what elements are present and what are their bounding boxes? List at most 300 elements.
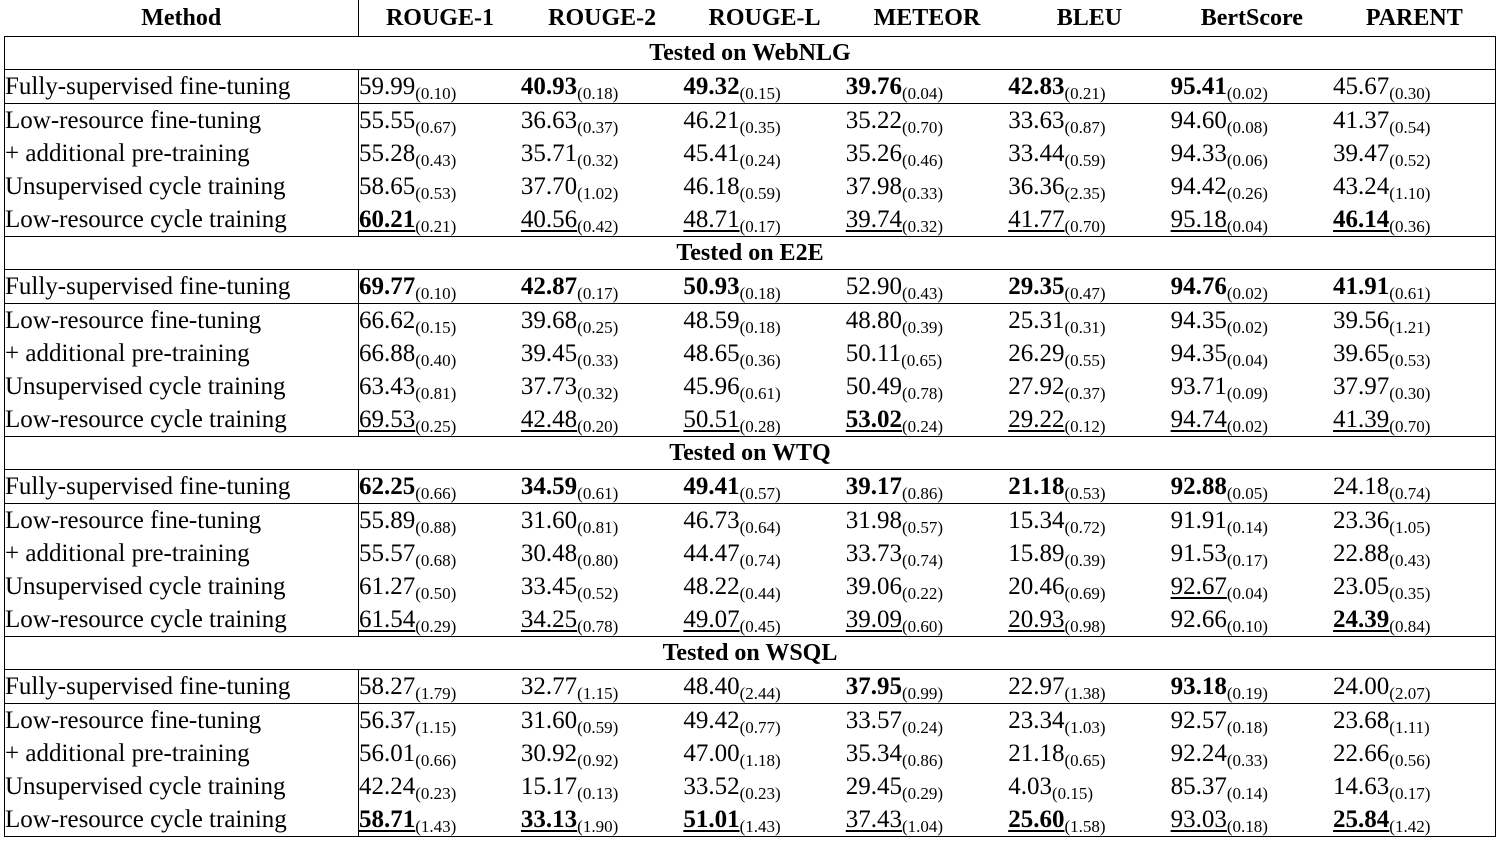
score-stddev: (0.19) [1226, 683, 1268, 703]
score-value: 27.92 [1008, 372, 1065, 400]
score-stddev: (0.61) [739, 383, 781, 403]
score-cell [846, 770, 1008, 803]
score-stddev: (0.24) [739, 150, 781, 170]
score-value: 42.87 [520, 272, 578, 300]
method-cell: Unsupervised cycle training [5, 370, 359, 403]
score-cell [683, 170, 845, 203]
score-value: 61.54 [359, 605, 416, 633]
score-cell [1171, 403, 1333, 437]
score-stddev: (0.14) [1226, 783, 1268, 803]
score-stddev: (0.30) [1389, 383, 1431, 403]
score-cell [846, 104, 1008, 138]
score-value: 40.93 [520, 72, 578, 100]
score-stddev: (0.02) [1226, 416, 1268, 436]
score-cell [1008, 370, 1170, 403]
score-cell [1008, 470, 1170, 504]
score-stddev: (0.43) [415, 150, 457, 170]
score-cell [683, 537, 845, 570]
score-stddev: (1.90) [577, 816, 619, 836]
score-cell [846, 203, 1008, 237]
score-stddev: (1.58) [1064, 816, 1106, 836]
column-header-bleu: BLEU [1056, 4, 1123, 31]
score-value: 33.45 [520, 572, 578, 600]
score-value: 93.03 [1170, 805, 1227, 833]
score-value: 45.41 [683, 139, 740, 167]
method-cell: + additional pre-training [5, 337, 359, 370]
score-cell [521, 470, 683, 504]
score-value: 55.89 [359, 506, 416, 534]
score-cell [1171, 803, 1333, 837]
score-stddev: (0.02) [1226, 283, 1268, 303]
score-cell [359, 570, 521, 603]
score-cell [359, 203, 521, 237]
score-cell [521, 603, 683, 637]
column-header-rouge-1: ROUGE-1 [385, 4, 494, 31]
score-stddev: (0.65) [1064, 750, 1106, 770]
score-value: 49.42 [683, 706, 740, 734]
score-value: 26.29 [1008, 339, 1065, 367]
score-cell [359, 170, 521, 203]
score-value: 15.89 [1008, 539, 1065, 567]
score-cell [359, 670, 521, 704]
score-cell [683, 570, 845, 603]
score-cell [1171, 270, 1333, 304]
score-cell [359, 337, 521, 370]
score-value: 31.98 [845, 506, 903, 534]
table-row [5, 270, 1496, 304]
score-value: 40.56 [520, 205, 578, 233]
score-stddev: (0.80) [577, 550, 619, 570]
method-cell: Low-resource cycle training [5, 603, 359, 637]
score-stddev: (0.22) [902, 583, 944, 603]
score-cell [359, 603, 521, 637]
score-cell [1008, 670, 1170, 704]
score-value: 91.91 [1170, 506, 1227, 534]
score-stddev: (0.21) [415, 216, 457, 236]
score-value: 33.63 [1008, 106, 1065, 134]
score-value: 48.40 [683, 672, 740, 700]
score-cell [1171, 504, 1333, 538]
score-stddev: (1.79) [415, 683, 457, 703]
score-cell [1171, 170, 1333, 203]
score-value: 50.11 [845, 339, 902, 367]
score-stddev: (0.24) [902, 717, 944, 737]
score-cell [1171, 203, 1333, 237]
score-cell [683, 737, 845, 770]
score-value: 94.33 [1170, 139, 1227, 167]
score-stddev: (1.18) [739, 750, 781, 770]
score-stddev: (1.43) [739, 816, 781, 836]
score-value: 23.34 [1008, 706, 1065, 734]
score-stddev: (0.39) [1064, 550, 1106, 570]
score-cell [1333, 603, 1495, 637]
score-stddev: (0.98) [1064, 616, 1106, 636]
score-value: 42.83 [1008, 72, 1065, 100]
score-cell [1333, 304, 1495, 338]
score-value: 55.28 [359, 139, 416, 167]
score-value: 31.60 [520, 506, 578, 534]
score-cell [1333, 670, 1495, 704]
score-value: 20.46 [1008, 572, 1065, 600]
results-table [4, 0, 1496, 837]
score-stddev: (0.17) [1226, 550, 1268, 570]
column-header-meteor: METEOR [873, 4, 981, 31]
score-cell [683, 770, 845, 803]
score-stddev: (2.07) [1389, 683, 1431, 703]
score-value: 53.02 [845, 405, 903, 433]
score-cell [521, 203, 683, 237]
score-value: 32.77 [520, 672, 578, 700]
score-cell [521, 803, 683, 837]
table-row [5, 470, 1496, 504]
score-value: 39.74 [845, 205, 903, 233]
score-cell [521, 537, 683, 570]
score-stddev: (0.57) [902, 517, 944, 537]
score-cell [846, 670, 1008, 704]
score-stddev: (0.87) [1064, 117, 1106, 137]
score-stddev: (0.29) [902, 783, 944, 803]
score-value: 37.98 [845, 172, 903, 200]
score-stddev: (0.81) [577, 517, 619, 537]
score-stddev: (0.68) [415, 550, 457, 570]
score-cell [1008, 504, 1170, 538]
score-stddev: (0.77) [739, 717, 781, 737]
score-value: 37.43 [845, 805, 903, 833]
score-cell [1333, 470, 1495, 504]
score-stddev: (0.69) [1064, 583, 1106, 603]
table-row [5, 337, 1496, 370]
score-value: 95.41 [1170, 72, 1227, 100]
score-stddev: (0.33) [577, 350, 619, 370]
method-cell: Unsupervised cycle training [5, 170, 359, 203]
score-cell [683, 203, 845, 237]
score-cell [1171, 737, 1333, 770]
score-value: 37.97 [1333, 372, 1390, 400]
score-stddev: (0.14) [1226, 517, 1268, 537]
score-value: 92.24 [1170, 739, 1227, 767]
score-value: 42.48 [520, 405, 578, 433]
score-cell [359, 537, 521, 570]
score-cell [1333, 570, 1495, 603]
score-cell [683, 370, 845, 403]
score-stddev: (0.10) [1226, 616, 1268, 636]
score-stddev: (0.21) [1064, 83, 1106, 103]
score-cell [521, 670, 683, 704]
score-stddev: (0.67) [415, 117, 457, 137]
score-cell [683, 504, 845, 538]
score-cell [846, 70, 1008, 104]
score-stddev: (1.15) [415, 717, 457, 737]
score-stddev: (0.55) [1064, 350, 1106, 370]
score-cell [359, 803, 521, 837]
score-cell [846, 170, 1008, 203]
score-cell [359, 704, 521, 738]
score-value: 41.39 [1333, 405, 1390, 433]
score-cell [521, 370, 683, 403]
table-row [5, 403, 1496, 437]
score-value: 46.21 [683, 106, 740, 134]
score-value: 69.53 [359, 405, 416, 433]
score-cell [521, 170, 683, 203]
score-cell [1333, 770, 1495, 803]
score-cell [521, 304, 683, 338]
score-value: 24.00 [1333, 672, 1390, 700]
score-stddev: (0.74) [739, 550, 781, 570]
score-cell [683, 603, 845, 637]
score-cell [1333, 70, 1495, 104]
score-stddev: (0.40) [415, 350, 457, 370]
score-value: 23.36 [1333, 506, 1390, 534]
score-value: 48.80 [845, 306, 903, 334]
score-cell [1008, 70, 1170, 104]
score-value: 51.01 [683, 805, 740, 833]
score-stddev: (0.50) [415, 583, 457, 603]
score-value: 41.37 [1333, 106, 1390, 134]
column-header-rouge-l: ROUGE-L [708, 4, 821, 31]
score-stddev: (1.11) [1389, 717, 1430, 737]
score-value: 46.18 [683, 172, 740, 200]
score-cell [1171, 470, 1333, 504]
table-row [5, 770, 1496, 803]
score-value: 33.44 [1008, 139, 1065, 167]
score-value: 35.34 [845, 739, 903, 767]
score-value: 25.84 [1333, 805, 1390, 833]
score-value: 39.68 [520, 306, 578, 334]
score-value: 30.92 [520, 739, 578, 767]
score-cell [846, 537, 1008, 570]
score-stddev: (0.04) [1226, 216, 1268, 236]
score-cell [846, 270, 1008, 304]
score-stddev: (0.31) [1064, 317, 1106, 337]
score-cell [521, 70, 683, 104]
score-value: 39.56 [1333, 306, 1390, 334]
score-value: 21.18 [1008, 739, 1065, 767]
section-row [5, 437, 1496, 470]
method-cell: Unsupervised cycle training [5, 570, 359, 603]
score-cell [1008, 403, 1170, 437]
score-stddev: (0.52) [1389, 150, 1431, 170]
score-cell [521, 137, 683, 170]
score-stddev: (0.18) [739, 317, 781, 337]
score-value: 34.59 [520, 472, 578, 500]
score-stddev: (1.10) [1389, 183, 1431, 203]
score-cell [683, 704, 845, 738]
score-stddev: (0.43) [902, 283, 944, 303]
score-stddev: (0.46) [902, 150, 944, 170]
score-cell [846, 504, 1008, 538]
score-cell [1333, 170, 1495, 203]
score-cell [1333, 504, 1495, 538]
score-value: 48.71 [683, 205, 740, 233]
score-cell [846, 737, 1008, 770]
score-stddev: (0.33) [1226, 750, 1268, 770]
score-value: 24.18 [1333, 472, 1390, 500]
score-value: 46.14 [1333, 205, 1390, 233]
score-stddev: (0.53) [1064, 483, 1106, 503]
score-stddev: (1.15) [577, 683, 619, 703]
score-value: 23.05 [1333, 572, 1390, 600]
score-cell [359, 137, 521, 170]
section-title: Tested on WSQL [5, 637, 1496, 670]
score-cell [1333, 270, 1495, 304]
score-value: 33.13 [520, 805, 578, 833]
score-value: 49.07 [683, 605, 740, 633]
score-value: 59.99 [359, 72, 416, 100]
score-value: 33.52 [683, 772, 740, 800]
score-stddev: (0.37) [1064, 383, 1106, 403]
score-value: 15.17 [520, 772, 578, 800]
score-cell [1171, 337, 1333, 370]
score-stddev: (0.56) [1389, 750, 1431, 770]
score-stddev: (0.12) [1064, 416, 1106, 436]
score-stddev: (0.18) [1226, 717, 1268, 737]
score-cell [359, 403, 521, 437]
score-stddev: (0.99) [902, 683, 944, 703]
score-stddev: (0.86) [902, 750, 944, 770]
score-cell [1008, 170, 1170, 203]
section-row [5, 237, 1496, 270]
score-value: 94.74 [1170, 405, 1227, 433]
method-cell: Low-resource fine-tuning [5, 304, 359, 338]
score-value: 29.35 [1008, 272, 1065, 300]
score-value: 66.62 [359, 306, 416, 334]
score-cell [1333, 403, 1495, 437]
score-stddev: (0.02) [1226, 317, 1268, 337]
score-cell [1333, 803, 1495, 837]
score-stddev: (0.25) [577, 317, 619, 337]
score-value: 31.60 [520, 706, 578, 734]
score-cell [1333, 704, 1495, 738]
score-stddev: (2.44) [739, 683, 781, 703]
score-cell [1171, 670, 1333, 704]
score-stddev: (0.36) [1389, 216, 1431, 236]
table-row [5, 203, 1496, 237]
score-stddev: (0.64) [739, 517, 781, 537]
score-value: 33.57 [845, 706, 903, 734]
score-cell [1171, 770, 1333, 803]
score-cell [1171, 603, 1333, 637]
score-value: 23.68 [1333, 706, 1390, 734]
score-value: 37.70 [520, 172, 578, 200]
score-stddev: (0.78) [902, 383, 944, 403]
score-cell [846, 603, 1008, 637]
score-value: 69.77 [359, 272, 416, 300]
score-cell [1171, 704, 1333, 738]
table-row [5, 603, 1496, 637]
score-cell [846, 137, 1008, 170]
score-value: 50.51 [683, 405, 740, 433]
score-stddev: (0.78) [577, 616, 619, 636]
section-title: Tested on E2E [5, 237, 1496, 270]
score-cell [1008, 104, 1170, 138]
score-stddev: (0.15) [415, 317, 457, 337]
score-stddev: (0.70) [1064, 216, 1106, 236]
score-value: 22.88 [1333, 539, 1390, 567]
section-title: Tested on WTQ [5, 437, 1496, 470]
score-value: 29.22 [1008, 405, 1065, 433]
score-cell [1171, 570, 1333, 603]
score-value: 91.53 [1170, 539, 1227, 567]
score-stddev: (0.66) [415, 750, 457, 770]
score-stddev: (0.74) [902, 550, 944, 570]
score-stddev: (0.23) [415, 783, 457, 803]
score-stddev: (0.36) [739, 350, 781, 370]
score-cell [846, 370, 1008, 403]
score-cell [846, 304, 1008, 338]
score-value: 94.35 [1170, 306, 1227, 334]
score-cell [1333, 137, 1495, 170]
table-row [5, 504, 1496, 538]
score-stddev: (1.04) [902, 816, 944, 836]
score-cell [846, 337, 1008, 370]
score-value: 52.90 [845, 272, 903, 300]
score-cell [1008, 304, 1170, 338]
score-value: 36.36 [1008, 172, 1065, 200]
score-value: 62.25 [359, 472, 416, 500]
score-value: 92.67 [1170, 572, 1227, 600]
score-stddev: (0.61) [577, 483, 619, 503]
score-value: 56.37 [359, 706, 416, 734]
method-cell: Low-resource cycle training [5, 403, 359, 437]
score-cell [1008, 137, 1170, 170]
score-value: 92.57 [1170, 706, 1227, 734]
score-cell [521, 570, 683, 603]
score-cell [1171, 137, 1333, 170]
score-value: 35.22 [845, 106, 903, 134]
score-cell [846, 704, 1008, 738]
score-cell [521, 337, 683, 370]
score-stddev: (0.33) [902, 183, 944, 203]
score-value: 49.32 [683, 72, 740, 100]
score-stddev: (0.26) [1226, 183, 1268, 203]
score-cell [1008, 770, 1170, 803]
method-cell: Low-resource fine-tuning [5, 104, 359, 138]
table-row [5, 803, 1496, 837]
score-stddev: (0.53) [1389, 350, 1431, 370]
score-cell [521, 770, 683, 803]
score-cell [846, 570, 1008, 603]
score-stddev: (0.18) [577, 83, 619, 103]
score-value: 66.88 [359, 339, 416, 367]
score-value: 37.73 [520, 372, 578, 400]
table-row [5, 737, 1496, 770]
score-stddev: (0.10) [415, 83, 457, 103]
score-cell [1008, 537, 1170, 570]
method-cell: Low-resource fine-tuning [5, 704, 359, 738]
score-value: 39.09 [845, 605, 903, 633]
score-cell [683, 337, 845, 370]
score-stddev: (0.88) [415, 517, 457, 537]
score-value: 39.06 [845, 572, 903, 600]
score-value: 25.31 [1008, 306, 1065, 334]
score-value: 56.01 [359, 739, 416, 767]
score-stddev: (1.38) [1064, 683, 1106, 703]
score-stddev: (0.37) [577, 117, 619, 137]
score-stddev: (0.72) [1064, 517, 1106, 537]
score-value: 93.18 [1170, 672, 1227, 700]
score-cell [683, 670, 845, 704]
score-cell [1171, 104, 1333, 138]
score-stddev: (0.29) [415, 616, 457, 636]
score-cell [1008, 270, 1170, 304]
score-cell [1171, 537, 1333, 570]
score-value: 92.88 [1170, 472, 1227, 500]
method-cell: + additional pre-training [5, 737, 359, 770]
score-cell [683, 470, 845, 504]
score-stddev: (0.24) [902, 416, 944, 436]
score-stddev: (0.53) [415, 183, 457, 203]
score-cell [359, 470, 521, 504]
